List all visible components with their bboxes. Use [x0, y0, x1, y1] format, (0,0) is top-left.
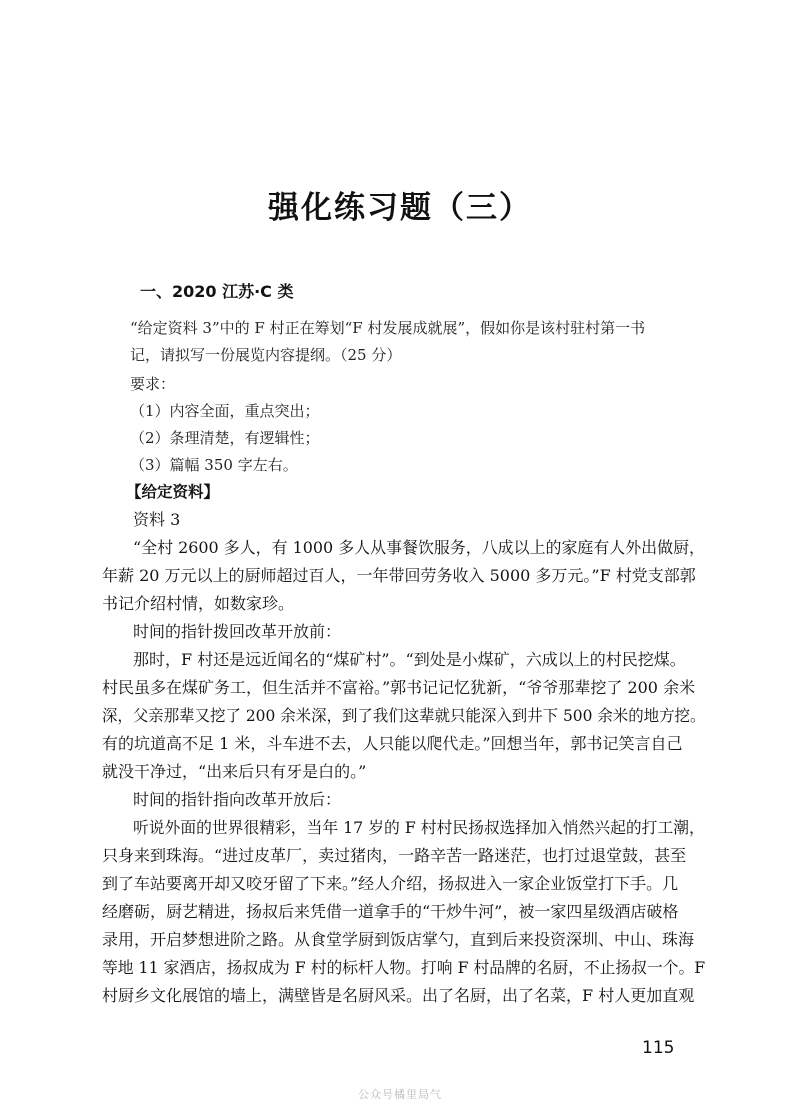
page-number: 115 — [642, 1038, 675, 1058]
requirement-item: （2）条理清楚，有逻辑性； — [130, 429, 320, 447]
material-line: 到了车站要离开却又咬牙留了下来。”经人介绍，扬叔进入一家企业饭堂打下手。几 — [102, 874, 679, 893]
watermark-text: 公众号橘里局气 — [358, 1088, 442, 1101]
material-label: 资料 3 — [133, 510, 181, 529]
material-line: 等地 11 家酒店，扬叔成为 F 村的标杆人物。打响 F 村品牌的名厨，不止扬叔一个。F — [102, 958, 706, 977]
requirements-label: 要求： — [130, 375, 176, 393]
material-line: 时间的指针拨回改革开放前： — [133, 622, 342, 641]
section-heading: 一、2020 江苏·C 类 — [140, 282, 294, 301]
requirement-item: （3）篇幅 350 字左右。 — [130, 456, 298, 474]
material-line: 书记介绍村情，如数家珍。 — [102, 594, 295, 613]
material-line: 深，父亲那辈又挖了 200 余米深，到了我们这辈就只能深入到井下 500 余米的地方挖。 — [102, 706, 706, 725]
material-line: 听说外面的世界很精彩，当年 17 岁的 F 村村民扬叔选择加入悄然兴起的打工潮， — [133, 818, 705, 837]
page-title: 强化练习题（三） — [268, 190, 532, 226]
requirement-item: （1）内容全面，重点突出； — [130, 402, 320, 420]
materials-heading: 【给定资料】 — [126, 483, 220, 501]
material-line: 只身来到珠海。“进过皮革厂，卖过猪肉，一路辛苦一路迷茫，也打过退堂鼓，甚至 — [102, 846, 687, 865]
material-line: 录用，开启梦想进阶之路。从食堂学厨到饭店掌勺，直到后来投资深圳、中山、珠海 — [102, 930, 695, 949]
material-line: 有的坑道高不足 1 米，斗车进不去，人只能以爬代走。”回想当年，郭书记笑言自己 — [102, 734, 683, 753]
material-line: “全村 2600 多人，有 1000 多人从事餐饮服务，八成以上的家庭有人外出做厨， — [133, 538, 705, 557]
material-line: 时间的指针指向改革开放后： — [133, 790, 342, 809]
material-line: 就没干净过，“出来后只有牙是白的。” — [102, 762, 367, 781]
material-line: 那时，F 村还是远近闻名的“煤矿村”。“到处是小煤矿，六成以上的村民挖煤。 — [133, 650, 686, 669]
question-line: 记，请拟写一份展览内容提纲。（25 分） — [130, 346, 402, 364]
material-line: 年薪 20 万元以上的厨师超过百人，一年带回劳务收入 5000 多万元。”F 村党支部郭 — [102, 566, 696, 585]
material-line: 村厨乡文化展馆的墙上，满壁皆是名厨风采。出了名厨，出了名菜，F 村人更加直观 — [102, 986, 695, 1005]
question-line: “给定资料 3”中的 F 村正在筹划“F 村发展成就展”，假如你是该村驻村第一书 — [130, 319, 646, 337]
material-line: 经磨砺，厨艺精进，扬叔后来凭借一道拿手的“干炒牛河”，被一家四星级酒店破格 — [102, 902, 679, 921]
material-line: 村民虽多在煤矿务工，但生活并不富裕。”郭书记记忆犹新，“爷爷那辈挖了 200 余米 — [102, 678, 696, 697]
